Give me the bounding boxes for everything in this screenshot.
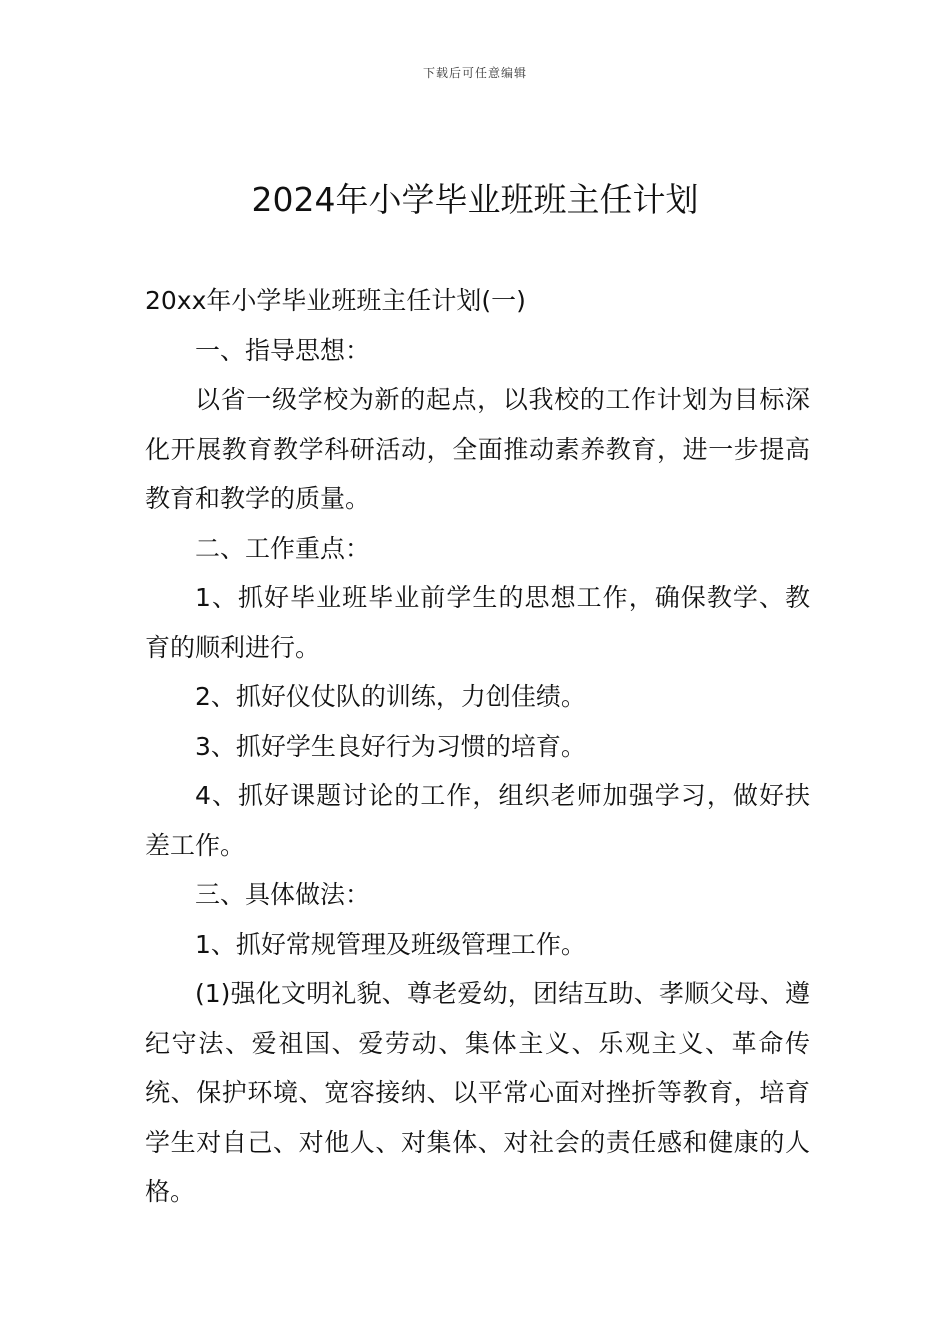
list-item-focus-4: 4、抓好课题讨论的工作，组织老师加强学习，做好扶差工作。	[145, 781, 810, 860]
list-item-method-1-sub-1: (1)强化文明礼貌、尊老爱幼，团结互助、孝顺父母、遵纪守法、爱祖国、爱劳动、集体主义、乐观主义、革命传统、保护环境、宽容接纳、以平常心面对挫折等教育，培育学生对自己、对他人、对集体、对社会的责任感和健康的人格。	[145, 979, 810, 1206]
document-subtitle: 20xx年小学毕业班班主任计划(一)	[145, 286, 526, 315]
list-item-focus-1: 1、抓好毕业班毕业前学生的思想工作，确保教学、教育的顺利进行。	[145, 583, 810, 662]
section-heading-guiding-ideology: 一、指导思想：	[195, 335, 371, 365]
paragraph-guiding-ideology: 以省一级学校为新的起点，以我校的工作计划为目标深化开展教育教学科研活动，全面推动素养教育，进一步提高教育和教学的质量。	[145, 385, 810, 513]
download-note: 下载后可任意编辑	[422, 66, 527, 80]
list-item-method-1: 1、抓好常规管理及班级管理工作。	[195, 929, 586, 959]
list-item-focus-2: 2、抓好仪仗队的训练，力创佳绩。	[195, 682, 586, 711]
document-body	[145, 276, 810, 1217]
section-heading-work-focus: 二、工作重点：	[195, 533, 371, 563]
document-title: 2024年小学毕业班班主任计划	[251, 180, 699, 219]
list-item-focus-3: 3、抓好学生良好行为习惯的培育。	[195, 731, 586, 761]
section-heading-methods: 三、具体做法：	[195, 880, 371, 909]
